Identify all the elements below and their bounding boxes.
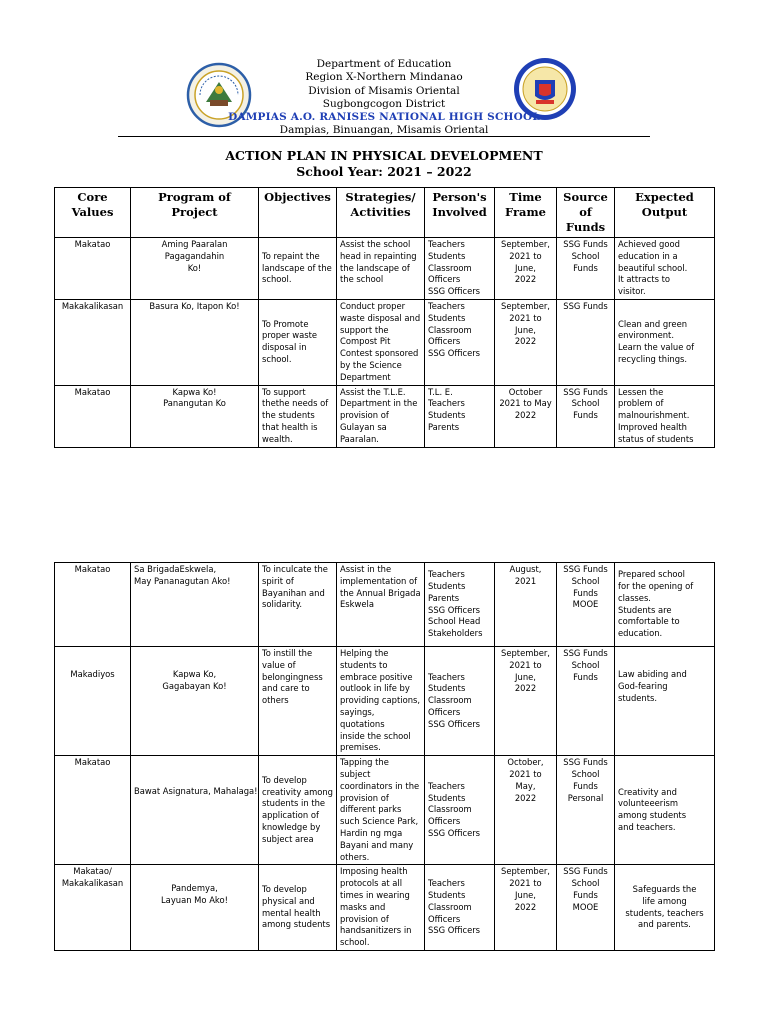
time-frame-cell: September, 2021 to June, 2022 (495, 647, 557, 756)
header-objectives: Objectives (259, 188, 337, 238)
table-row (55, 299, 715, 385)
persons-cell: Teachers Students Parents SSG Officers School Head Stakeholders (425, 563, 495, 647)
school-year: School Year: 2021 – 2022 (296, 164, 472, 179)
program-cell: Basura Ko, Itapon Ko! (131, 299, 259, 385)
strategies-cell: Conduct proper waste disposal and support the Compost Pit Contest sponsored by the Science Department (337, 299, 425, 385)
strategies-cell: Helping the students to embrace positive outlook in life by providing captions, sayings, quotations inside the school premises. (337, 647, 425, 756)
expected-output-cell: Creativity and volunteeerism among students and teachers. (615, 756, 715, 865)
persons-cell: Teachers Students Classroom Officers SSG Officers (425, 865, 495, 951)
school-name: DAMPIAS A.O. RANISES NATIONAL HIGH SCHOOL (228, 111, 540, 124)
division-line: Division of Misamis Oriental (308, 84, 460, 97)
action-plan-table-part-2 (54, 562, 715, 951)
funds-cell: SSG Funds School Funds (557, 385, 615, 447)
time-frame-cell: October, 2021 to May, 2022 (495, 756, 557, 865)
persons-cell: Teachers Students Classroom Officers SSG Officers (425, 299, 495, 385)
objectives-cell: To Promote proper waste disposal in school. (259, 299, 337, 385)
objectives-cell: To support thethe needs of the students that health is wealth. (259, 385, 337, 447)
program-cell: Kapwa Ko, Gagabayan Ko! (131, 647, 259, 756)
table-row (55, 647, 715, 756)
expected-output-cell: Safeguards the life among students, teachers and parents. (615, 865, 715, 951)
header-persons: Person's Involved (425, 188, 495, 238)
table-row (55, 385, 715, 447)
expected-output-cell: Clean and green environment. Learn the value of recycling things. (615, 299, 715, 385)
program-cell: Sa BrigadaEskwela, May Pananagutan Ako! (131, 563, 259, 647)
funds-cell: SSG Funds School Funds (557, 647, 615, 756)
strategies-cell: Imposing health protocols at all times in wearing masks and provision of handsanitizers in school. (337, 865, 425, 951)
time-frame-cell: October 2021 to May 2022 (495, 385, 557, 447)
letterhead (200, 58, 568, 138)
department-line: Department of Education (316, 58, 452, 70)
header-program: Program of Project (131, 188, 259, 238)
document-title-block (0, 148, 768, 180)
header-time-frame: Time Frame (495, 188, 557, 238)
core-value-cell: Makatao/ Makakalikasan (55, 865, 131, 951)
core-value-cell: Makakalikasan (55, 299, 131, 385)
funds-cell: SSG Funds School Funds MOOE (557, 563, 615, 647)
strategies-cell: Assist in the implementation of the Annual Brigada Eskwela (337, 563, 425, 647)
objectives-cell: To develop creativity among students in the application of knowledge by subject area (259, 756, 337, 865)
table-header-row (55, 188, 715, 238)
letterhead-divider (118, 136, 650, 137)
expected-output-cell: Law abiding and God-fearing students. (615, 647, 715, 756)
objectives-cell: To inculcate the spirit of Bayanihan and solidarity. (259, 563, 337, 647)
expected-output-cell: Prepared school for the opening of classes. Students are comfortable to education. (615, 563, 715, 647)
core-value-cell: Makatao (55, 238, 131, 300)
core-value-cell: Makatao (55, 563, 131, 647)
school-address: Dampias, Binuangan, Misamis Oriental (279, 124, 489, 137)
program-cell: Bawat Asignatura, Mahalaga! (131, 756, 259, 865)
table-row (55, 756, 715, 865)
table-row (55, 563, 715, 647)
header-core-values: Core Values (55, 188, 131, 238)
district-line: Sugbongcogon District (322, 97, 446, 110)
persons-cell: T.L. E. Teachers Students Parents (425, 385, 495, 447)
table-row (55, 238, 715, 300)
core-value-cell: Makadiyos (55, 647, 131, 756)
header-source-of-funds: Source of Funds (557, 188, 615, 238)
core-value-cell: Makatao (55, 385, 131, 447)
objectives-cell: To instill the value of belongingness and care to others (259, 647, 337, 756)
table-row (55, 865, 715, 951)
funds-cell: SSG Funds School Funds (557, 238, 615, 300)
time-frame-cell: September, 2021 to June, 2022 (495, 238, 557, 300)
objectives-cell: To repaint the landscape of the school. (259, 238, 337, 300)
region-line: Region X-Northern Mindanao (305, 71, 463, 84)
time-frame-cell: September, 2021 to June, 2022 (495, 865, 557, 951)
strategies-cell: Assist the T.L.E. Department in the provision of Gulayan sa Paaralan. (337, 385, 425, 447)
objectives-cell: To develop physical and mental health among students (259, 865, 337, 951)
document-title: ACTION PLAN IN PHYSICAL DEVELOPMENT (225, 148, 543, 163)
persons-cell: Teachers Students Classroom Officers SSG Officers (425, 756, 495, 865)
persons-cell: Teachers Students Classroom Officers SSG Officers (425, 238, 495, 300)
expected-output-cell: Achieved good education in a beautiful school. It attracts to visitor. (615, 238, 715, 300)
action-plan-table-part-1 (54, 187, 715, 448)
time-frame-cell: August, 2021 (495, 563, 557, 647)
strategies-cell: Tapping the subject coordinators in the provision of different parks such Science Park, Hardin ng mga Bayani and many others. (337, 756, 425, 865)
program-cell: Pandemya, Layuan Mo Ako! (131, 865, 259, 951)
persons-cell: Teachers Students Classroom Officers SSG Officers (425, 647, 495, 756)
funds-cell: SSG Funds School Funds Personal (557, 756, 615, 865)
header-strategies: Strategies/ Activities (337, 188, 425, 238)
time-frame-cell: September, 2021 to June, 2022 (495, 299, 557, 385)
funds-cell: SSG Funds School Funds MOOE (557, 865, 615, 951)
core-value-cell: Makatao (55, 756, 131, 865)
strategies-cell: Assist the school head in repainting the landscape of the school (337, 238, 425, 300)
header-expected-output: Expected Output (615, 188, 715, 238)
program-cell: Kapwa Ko! Panangutan Ko (131, 385, 259, 447)
funds-cell: SSG Funds (557, 299, 615, 385)
expected-output-cell: Lessen the problem of malnourishment. Improved health status of students (615, 385, 715, 447)
program-cell: Aming Paaralan Pagagandahin Ko! (131, 238, 259, 300)
